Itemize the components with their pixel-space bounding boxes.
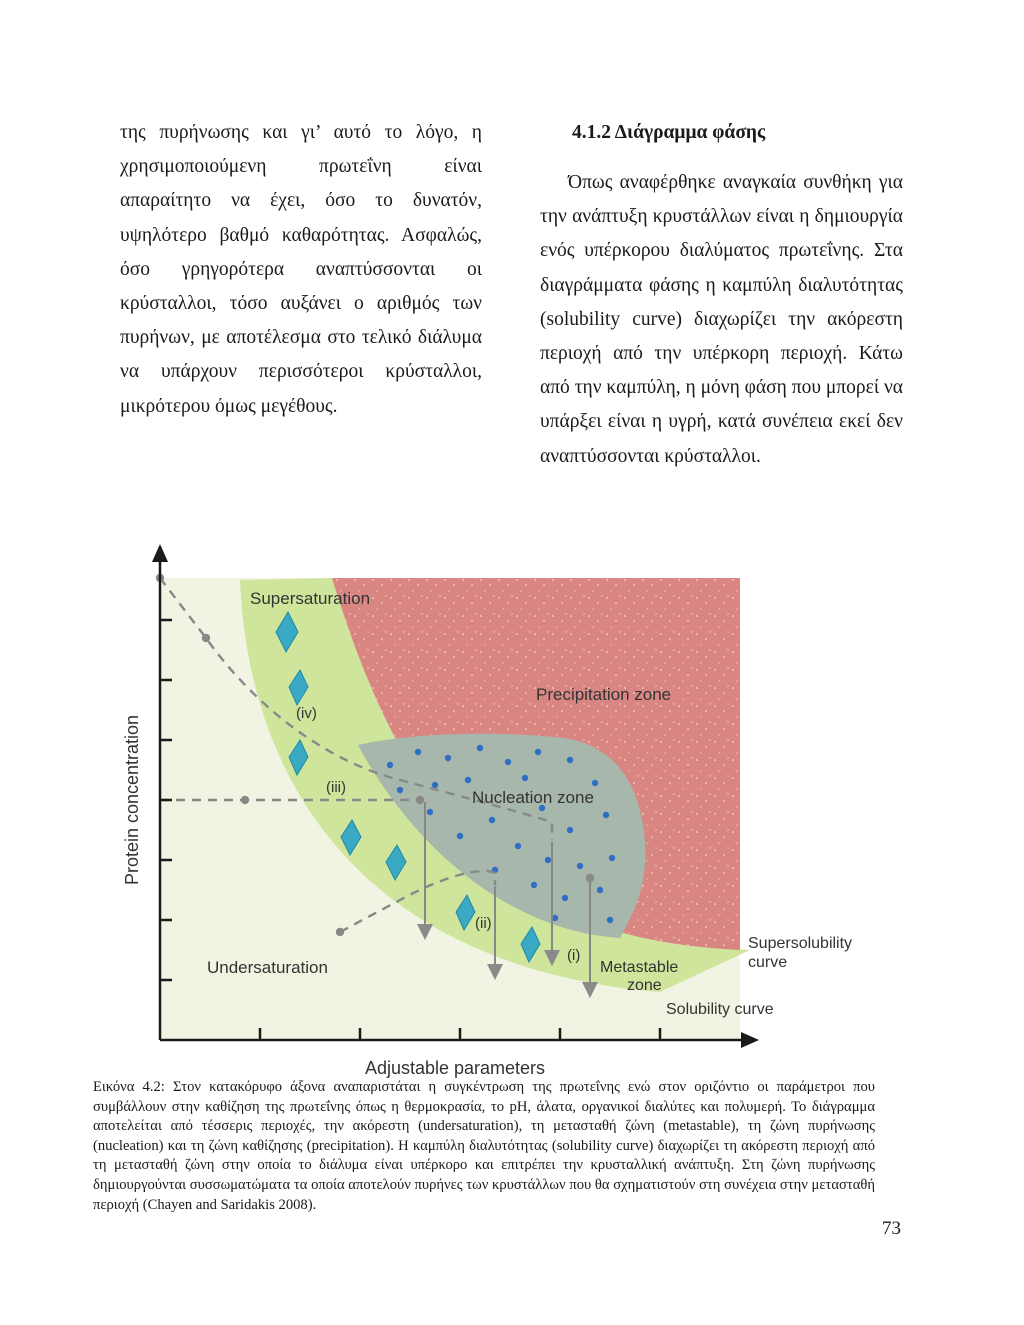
metastable-label: Metastable (600, 959, 679, 976)
nucleus-dot (597, 887, 603, 893)
nucleus-dot (603, 812, 609, 818)
path-label-iv: (iv) (296, 705, 317, 722)
undersaturation-label: Undersaturation (207, 958, 328, 977)
nucleation-label: Nucleation zone (472, 788, 594, 807)
nucleus-dot (489, 817, 495, 823)
nucleus-dot (607, 917, 613, 923)
nucleus-dot (432, 782, 438, 788)
nucleus-dot (592, 780, 598, 786)
nucleus-dot (387, 762, 393, 768)
nucleus-dot (562, 895, 568, 901)
left-column (120, 116, 482, 424)
nucleus-dot (465, 777, 471, 783)
y-axis-arrowhead (152, 544, 168, 562)
nucleus-dot (477, 745, 483, 751)
nucleus-dot (567, 827, 573, 833)
path-point (241, 796, 249, 804)
figure-caption: Εικόνα 4.2: Στον κατακόρυφο άξονα αναπαριστάται η συγκέντρωση της πρωτεΐνης ενώ στον οριζόντιο οι παράμετροι που συμβάλλουν στην καθίζηση της πρωτεΐνης όπως η θερμοκρασία, το pH, άλατα, οργανικοί διαλύτες και πολυμερή. Το διάγραμμα αποτελείται από τέσσερις περιοχές, την ακόρεστη (undersaturation), τη μετασταθή ζώνη (metastable), τη ζώνη πυρήνωσης (nucleation) και τη ζώνη καθίζησης (precipitation). Η καμπύλη διαλυτότητας (solubility curve) διαχωρίζει τη ακόρεστη περιοχή από τη μετασταθή ζώνη στην οποία το διάλυμα είναι υπέρκορο και επιτρέπει την κρυσταλλική ανάπτυξη. Στη ζώνη πυρήνωσης δημιουργούνται συσσωματώματα τα οποία αποτελούν πυρήνες των κρυστάλλων που θα σχηματιστούν στη συνέχεια στην μετασταθή περιοχή (Chayen and Saridakis 2008). (93, 1079, 875, 1213)
nucleus-dot (535, 749, 541, 755)
path-point (586, 874, 594, 882)
nucleus-dot (531, 882, 537, 888)
x-axis-label: Adjustable parameters (364, 1058, 546, 1078)
path-point (336, 928, 344, 936)
right-column (540, 116, 903, 474)
nucleus-dot (427, 809, 433, 815)
nucleus-dot (415, 749, 421, 755)
precipitation-label: Precipitation zone (536, 685, 672, 704)
left-paragraph: της πυρήνωσης και γι’ αυτό το λόγο, η χρησιμοποιούμενη πρωτεΐνη είναι απαραίτητο να έχει, όσο το δυνατόν, υψηλότερο βαθμό καθαρότητας. Ασφαλώς, όσο γρηγορότερα αναπτύσσονται οι κρύσταλλοι, τόσο αυξάνει ο αριθμός των πυρήνων, με αποτέλεσμα στο τελικό διάλυμα να υπάρχουν περισσότεροι κρύσταλλοι, μικρότερου όμως μεγέθους. (120, 122, 482, 417)
page-number: 73 (882, 1218, 901, 1239)
nucleus-dot (505, 759, 511, 765)
solubility-label: Solubility curve (666, 1001, 774, 1018)
nucleus-dot (609, 855, 615, 861)
phase-diagram (100, 540, 920, 1080)
x-axis-arrowhead (741, 1032, 759, 1048)
phase-diagram-figure (100, 540, 920, 1080)
y-axis-label: Protein concentration (122, 714, 142, 886)
nucleus-dot (457, 833, 463, 839)
supersolubility-label: Supersolubility (748, 935, 853, 952)
path-label-iii: (iii) (326, 779, 346, 796)
path-point (202, 634, 210, 642)
supersaturation-label: Supersaturation (250, 589, 371, 608)
section-heading: 4.1.2 Διάγραμμα φάσης (572, 122, 766, 143)
right-paragraph: Όπως αναφέρθηκε αναγκαία συνθήκη για την ανάπτυξη κρυστάλλων είναι η δημιουργία ενός υπέρκορου διαλύματος πρωτεΐνης. Στα διαγράμματα φάσης η καμπύλη διαλυτότητας (solubility curve) διαχωρίζει την ακόρεστη περιοχή από την υπέρκορη περιοχή. Κάτω από την καμπύλη, η μόνη φάση που μπορεί να υπάρξει είναι η υγρή, κατά συνέπεια εκεί δεν αναπτύσσονται κρύσταλλοι. (540, 172, 903, 467)
nucleus-dot (522, 775, 528, 781)
nucleus-dot (397, 787, 403, 793)
nucleus-dot (545, 857, 551, 863)
supersolubility-label-2: curve (748, 954, 788, 971)
nucleus-dot (515, 843, 521, 849)
path-point (416, 796, 424, 804)
metastable-label-2: zone (627, 977, 662, 994)
path-label-ii: (ii) (475, 915, 492, 932)
nucleus-dot (445, 755, 451, 761)
nucleus-dot (577, 863, 583, 869)
path-label-i: (i) (567, 947, 581, 964)
nucleus-dot (567, 757, 573, 763)
